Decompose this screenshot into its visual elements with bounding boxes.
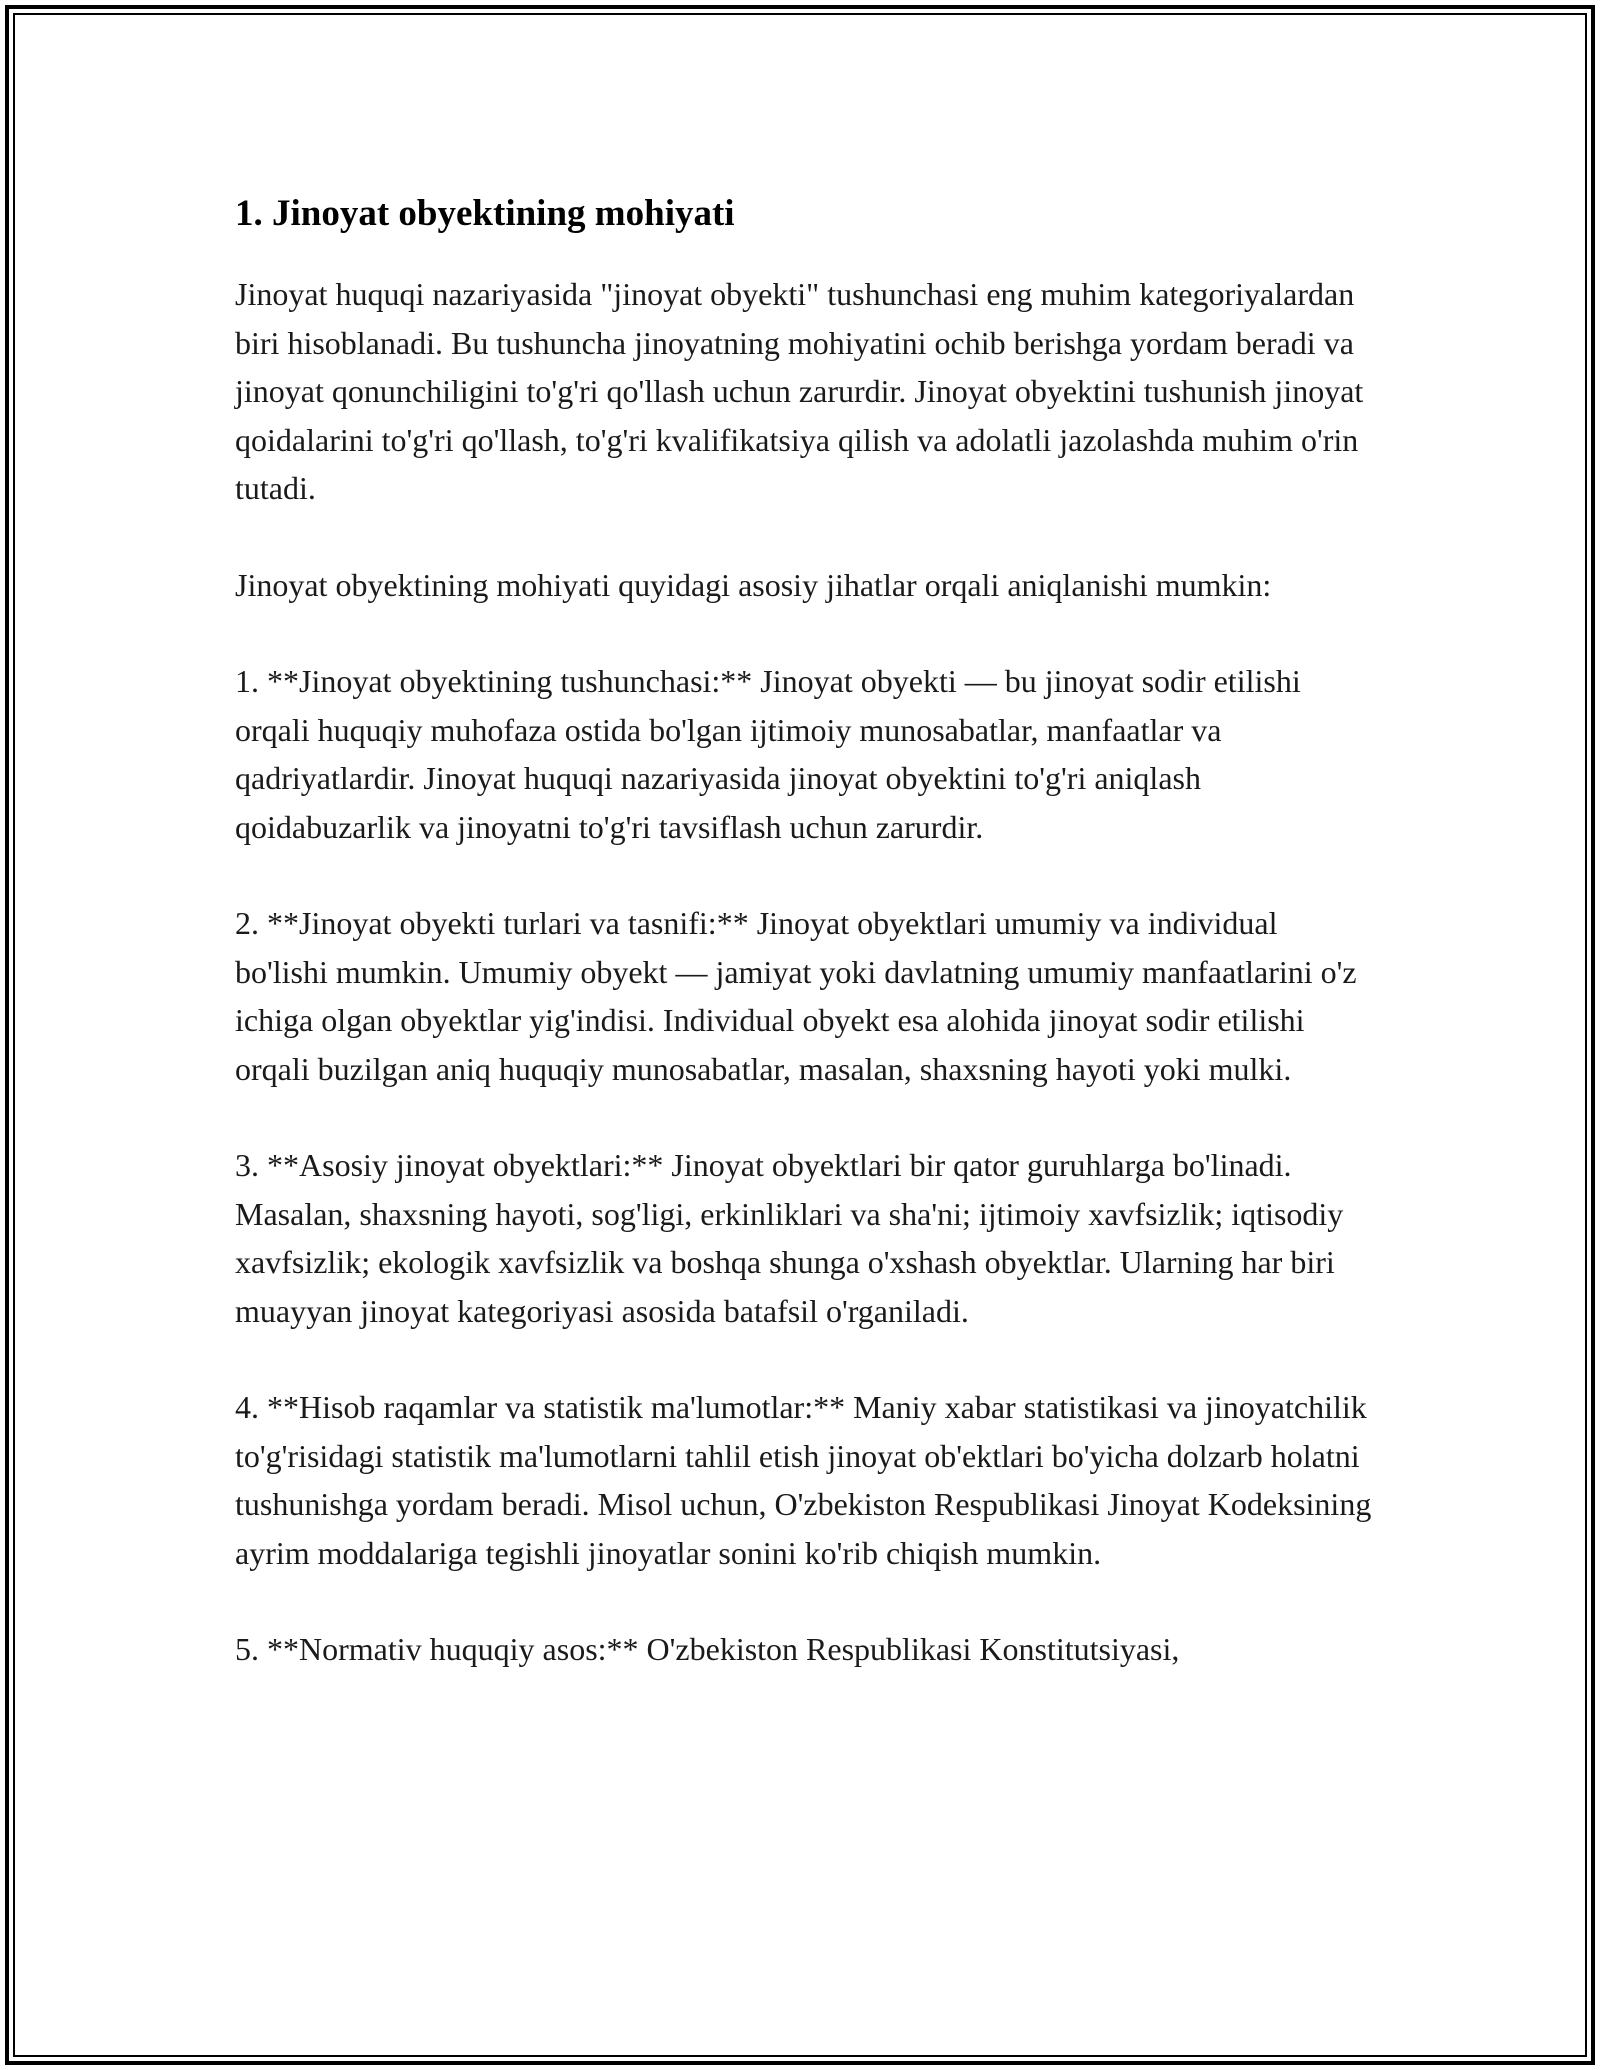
list-item-5: 5. **Normativ huquqiy asos:** O'zbekiston Respublikasi Konstitutsiyasi, xyxy=(235,1631,1180,1667)
list-item-1: 1. **Jinoyat obyektining tushunchasi:** Jinoyat obyekti — bu jinoyat sodir etilishi orqali huquqiy muhofaza ostida bo'lgan ijtimoiy munosabatlar, manfaatlar va qadriyatlardir. Jinoyat huquqi nazariyasida jinoyat obyektini to'g'ri aniqlash qoidabuzarlik va jinoyatni to'g'ri tavsiflash uchun zarurdir. xyxy=(235,663,1301,845)
lead-in-paragraph: Jinoyat obyektining mohiyati quyidagi asosiy jihatlar orqali aniqlanishi mumkin: xyxy=(235,566,1272,603)
section-heading: 1. Jinoyat obyektining mohiyati xyxy=(235,193,735,234)
list-item-2: 2. **Jinoyat obyekti turlari va tasnifi:** Jinoyat obyektlari umumiy va individual bo'lishi mumkin. Umumiy obyekt — jamiyat yoki davlatning umumiy manfaatlarini o'z ichiga olgan obyektlar yig'indisi. Individual obyekt esa alohida jinoyat sodir etilishi orqali buzilgan aniq huquqiy munosabatlar, masalan, shaxsning hayoti yoki mulki. xyxy=(235,905,1357,1087)
document-body xyxy=(235,188,1375,1722)
intro-paragraph: Jinoyat huquqi nazariyasida "jinoyat obyekti" tushunchasi eng muhim kategoriyalardan biri hisoblanadi. Bu tushuncha jinoyatning mohiyatini ochib berishga yordam beradi va jinoyat qonunchiligini to'g'ri qo'llash uchun zarurdir. Jinoyat obyektini tushunish jinoyat qoidalarini to'g'ri qo'llash, to'g'ri kvalifikatsiya qilish va adolatli jazolashda muhim o'rin tutadi. xyxy=(235,276,1364,506)
list-item-4: 4. **Hisob raqamlar va statistik ma'lumotlar:** Maniy xabar statistikasi va jinoyatchilik to'g'risidagi statistik ma'lumotlarni tahlil etish jinoyat ob'ektlari bo'yicha dolzarb holatni tushunishga yordam beradi. Misol uchun, O'zbekiston Respublikasi Jinoyat Kodeksining ayrim moddalariga tegishli jinoyatlar sonini ko'rib chiqish mumkin. xyxy=(235,1389,1372,1571)
list-item-3: 3. **Asosiy jinoyat obyektlari:** Jinoyat obyektlari bir qator guruhlarga bo'linadi. Masalan, shaxsning hayoti, sog'ligi, erkinliklari va sha'ni; ijtimoiy xavfsizlik; iqtisodiy xavfsizlik; ekologik xavfsizlik va boshqa shunga o'xshash obyektlar. Ularning har biri muayyan jinoyat kategoriyasi asosida batafsil o'rganiladi. xyxy=(235,1147,1344,1329)
